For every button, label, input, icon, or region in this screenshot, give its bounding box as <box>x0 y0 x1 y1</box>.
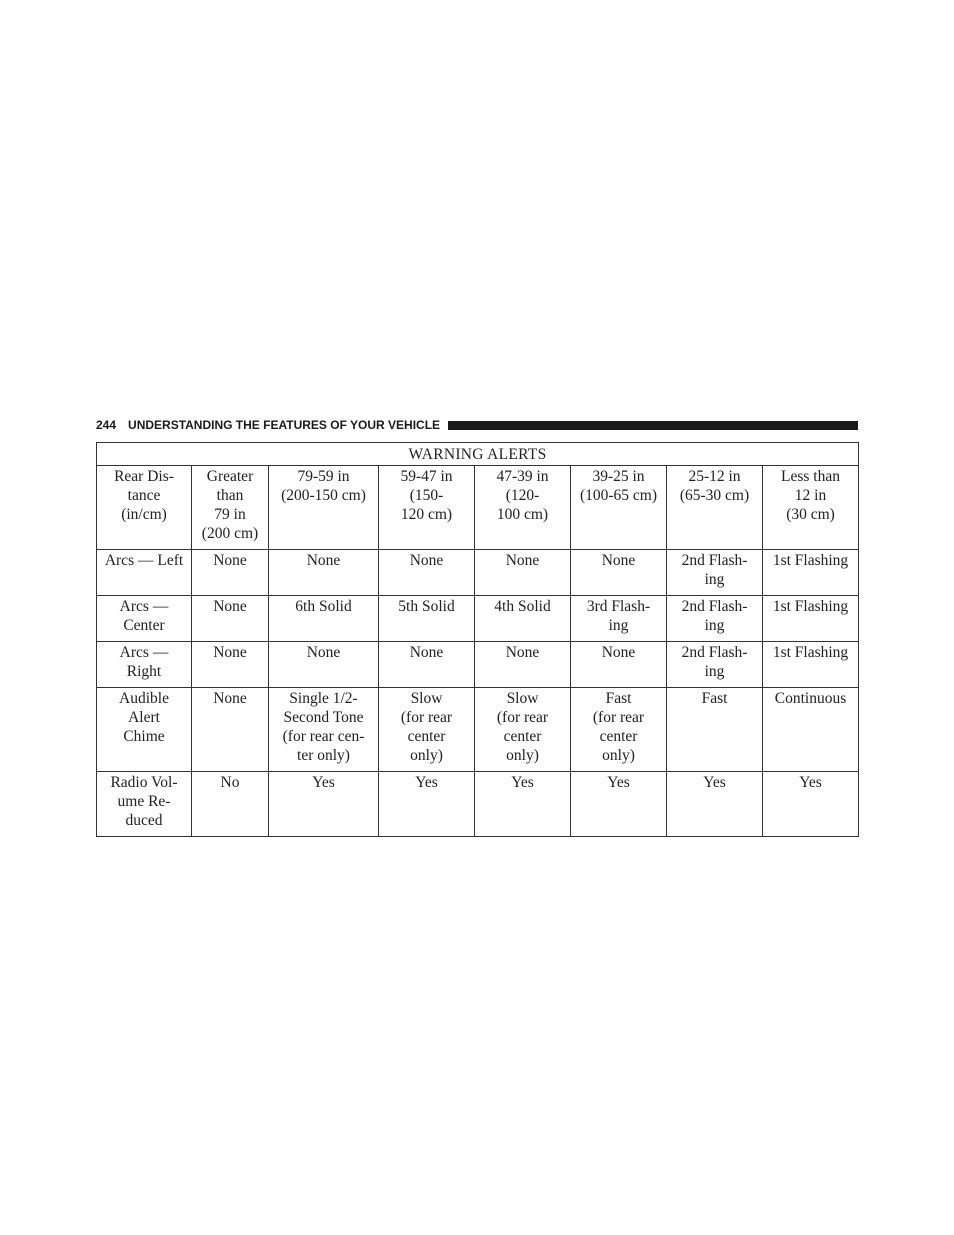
cell-text: (in/cm) <box>121 506 167 523</box>
table-row-arcs-center <box>97 596 859 642</box>
table-body <box>97 466 859 837</box>
cell-text: 1st Flashing <box>772 552 849 569</box>
cell-text: (200 cm) <box>201 525 259 542</box>
row-label-cell <box>97 688 192 772</box>
cell-text: Yes <box>312 774 335 791</box>
row-label-cell <box>97 466 192 550</box>
cell-text: 47-39 in <box>496 468 549 485</box>
cell-text: (65-30 cm) <box>679 487 750 504</box>
table-cell <box>379 642 475 688</box>
cell-text: Fast <box>701 690 728 707</box>
cell-text: center <box>599 728 638 745</box>
cell-text: None <box>213 690 247 707</box>
cell-text: Less than <box>781 468 840 485</box>
cell-text: None <box>213 552 247 569</box>
cell-text: Greater <box>206 468 254 485</box>
row-label-cell <box>97 550 192 596</box>
table-cell <box>379 772 475 837</box>
table-row-arcs-right <box>97 642 859 688</box>
table-cell <box>667 688 763 772</box>
table-cell <box>571 772 667 837</box>
section-title: UNDERSTANDING THE FEATURES OF YOUR VEHICLE <box>128 418 441 432</box>
cell-text: center <box>407 728 446 745</box>
row-label-cell <box>97 772 192 837</box>
cell-text: Radio Vol- <box>110 774 178 791</box>
cell-text: 3rd Flash- <box>586 598 651 615</box>
cell-text: 12 in <box>794 487 827 504</box>
cell-text: Audible <box>119 690 169 707</box>
header-rule <box>448 421 858 430</box>
cell-text: 1st Flashing <box>772 644 849 661</box>
cell-text: (30 cm) <box>786 506 835 523</box>
cell-text: 2nd Flash- <box>681 598 748 615</box>
cell-text: 4th Solid <box>494 598 551 615</box>
cell-text: ing <box>704 617 725 634</box>
table-cell <box>269 772 379 837</box>
table-cell <box>192 688 269 772</box>
table-cell <box>763 688 859 772</box>
page-number: 244 <box>96 418 117 432</box>
cell-text: (for rear cen- <box>282 728 365 745</box>
table-cell <box>192 772 269 837</box>
table-cell <box>667 550 763 596</box>
cell-text: 2nd Flash- <box>681 552 748 569</box>
cell-text: 1st Flashing <box>772 598 849 615</box>
cell-text: (for rear <box>400 709 453 726</box>
cell-text: Arcs — <box>119 598 169 615</box>
table-title: WARNING ALERTS <box>97 443 859 466</box>
table-row-rear-distance <box>97 466 859 550</box>
table-title-row <box>97 443 859 466</box>
table-cell <box>269 550 379 596</box>
cell-text: Right <box>126 663 162 680</box>
cell-text: center <box>503 728 542 745</box>
cell-text: 2nd Flash- <box>681 644 748 661</box>
table-row-audible-alert-chime <box>97 688 859 772</box>
cell-text: 79-59 in <box>297 468 350 485</box>
cell-text: 39-25 in <box>592 468 645 485</box>
cell-text: 6th Solid <box>295 598 352 615</box>
table-cell <box>269 642 379 688</box>
cell-text: 120 cm) <box>400 506 453 523</box>
cell-text: (for rear <box>496 709 549 726</box>
cell-text: (100-65 cm) <box>579 487 658 504</box>
table-cell <box>475 466 571 550</box>
cell-text: 79 in <box>214 506 246 523</box>
table-cell <box>763 772 859 837</box>
cell-text: Yes <box>799 774 822 791</box>
cell-text: None <box>306 644 341 661</box>
cell-text: Slow <box>506 690 539 707</box>
table-cell <box>763 550 859 596</box>
row-label-cell <box>97 596 192 642</box>
table-cell <box>192 466 269 550</box>
table-cell <box>475 550 571 596</box>
cell-text: None <box>409 552 444 569</box>
cell-text: Arcs — <box>119 644 169 661</box>
cell-text: tance <box>127 487 161 504</box>
table-cell <box>667 466 763 550</box>
table-row-arcs-left <box>97 550 859 596</box>
cell-text: only) <box>506 747 539 764</box>
table-cell <box>379 596 475 642</box>
table-cell <box>571 688 667 772</box>
table-cell <box>475 688 571 772</box>
cell-text: 59-47 in <box>400 468 453 485</box>
page-header <box>96 417 858 433</box>
cell-text: Slow <box>410 690 443 707</box>
cell-text: (150- <box>409 487 444 504</box>
cell-text: (for rear <box>592 709 645 726</box>
cell-text: None <box>213 644 247 661</box>
cell-text: None <box>601 552 636 569</box>
cell-text: None <box>505 552 540 569</box>
cell-text: Continuous <box>774 690 847 707</box>
cell-text: (200-150 cm) <box>281 487 366 504</box>
table-cell <box>192 596 269 642</box>
cell-text: (120- <box>505 487 540 504</box>
cell-text: duced <box>125 812 163 829</box>
cell-text: Chime <box>123 728 165 745</box>
table-row-radio-volume-reduced <box>97 772 859 837</box>
table-cell <box>763 596 859 642</box>
table-cell <box>379 688 475 772</box>
cell-text: 100 cm) <box>496 506 549 523</box>
table-cell <box>667 596 763 642</box>
cell-text: None <box>505 644 540 661</box>
cell-text: None <box>601 644 636 661</box>
cell-text: than <box>216 487 244 504</box>
cell-text: Arcs — Left <box>104 552 184 569</box>
table-cell <box>379 550 475 596</box>
cell-text: None <box>306 552 341 569</box>
table-cell <box>667 642 763 688</box>
cell-text: Rear Dis- <box>114 468 174 485</box>
table-cell <box>192 550 269 596</box>
cell-text: 5th Solid <box>398 598 455 615</box>
cell-text: No <box>220 774 240 791</box>
cell-text: Yes <box>703 774 726 791</box>
table-cell <box>475 642 571 688</box>
table-cell <box>475 772 571 837</box>
warning-alerts-table <box>96 442 859 837</box>
cell-text: Center <box>123 617 165 634</box>
table-cell <box>269 688 379 772</box>
cell-text: Second Tone <box>283 709 364 726</box>
cell-text: Fast <box>605 690 632 707</box>
cell-text: ing <box>608 617 629 634</box>
table-cell <box>192 642 269 688</box>
cell-text: None <box>213 598 247 615</box>
cell-text: None <box>409 644 444 661</box>
cell-text: ing <box>704 571 725 588</box>
cell-text: Yes <box>607 774 630 791</box>
table-cell <box>763 642 859 688</box>
table-cell <box>571 642 667 688</box>
cell-text: ume Re- <box>117 793 171 810</box>
table-cell <box>475 596 571 642</box>
table-cell <box>571 596 667 642</box>
cell-text: Single 1/2- <box>289 690 358 707</box>
cell-text: 25-12 in <box>688 468 741 485</box>
cell-text: Yes <box>511 774 534 791</box>
table-cell <box>571 466 667 550</box>
cell-text: ing <box>704 663 725 680</box>
table-cell <box>763 466 859 550</box>
table-cell <box>571 550 667 596</box>
table-cell <box>667 772 763 837</box>
cell-text: only) <box>410 747 443 764</box>
cell-text: ter only) <box>297 747 350 764</box>
table-cell <box>269 466 379 550</box>
row-label-cell <box>97 642 192 688</box>
cell-text: Alert <box>128 709 160 726</box>
table-cell <box>269 596 379 642</box>
cell-text: only) <box>602 747 635 764</box>
cell-text: Yes <box>415 774 438 791</box>
table-cell <box>379 466 475 550</box>
